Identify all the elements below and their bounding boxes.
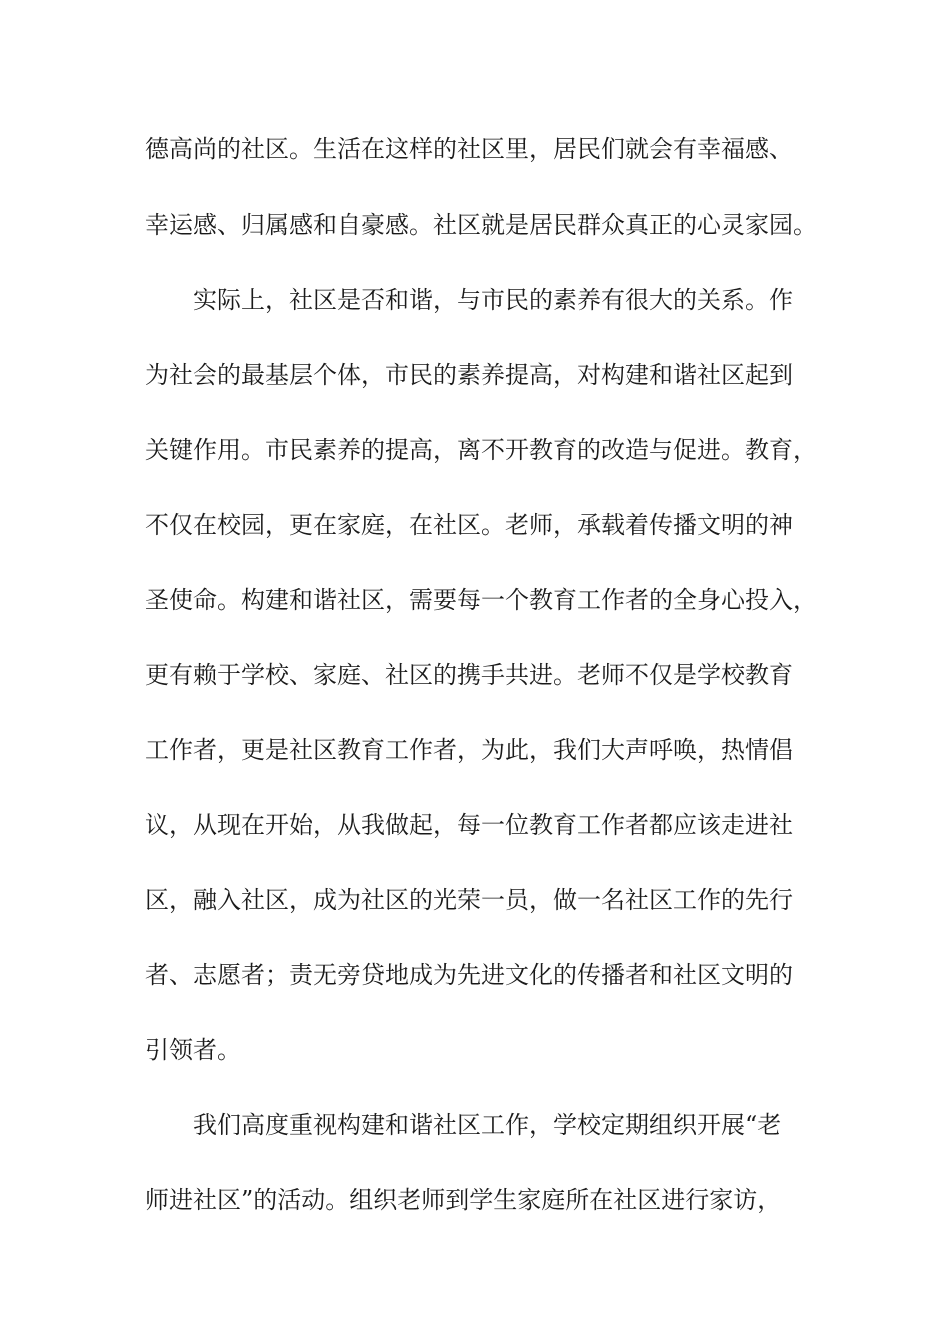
text-line-4: 为社会的最基层个体，市民的素养提高，对构建和谐社区起到 — [145, 361, 793, 389]
text-line-8: 更有赖于学校、家庭、社区的携手共进。老师不仅是学校教育 — [145, 661, 793, 689]
text-line-11: 区，融入社区，成为社区的光荣一员，做一名社区工作的先行 — [145, 886, 793, 914]
paragraph-start-line-14: 我们高度重视构建和谐社区工作，学校定期组织开展“老 — [193, 1111, 782, 1139]
text-line-9: 工作者，更是社区教育工作者，为此，我们大声呼唤，热情倡 — [145, 736, 793, 764]
paragraph-start-line-3: 实际上，社区是否和谐，与市民的素养有很大的关系。作 — [193, 286, 793, 314]
text-line-13: 引领者。 — [145, 1036, 241, 1064]
text-line-10: 议，从现在开始，从我做起，每一位教育工作者都应该走进社 — [145, 811, 793, 839]
text-line-5: 关键作用。市民素养的提高，离不开教育的改造与促进。教育， — [145, 436, 817, 464]
text-line-12: 者、志愿者；责无旁贷地成为先进文化的传播者和社区文明的 — [145, 961, 793, 989]
text-line-15: 师进社区”的活动。组织老师到学生家庭所在社区进行家访， — [145, 1186, 782, 1214]
text-line-6: 不仅在校园，更在家庭，在社区。老师，承载着传播文明的神 — [145, 511, 793, 539]
text-line-2: 幸运感、归属感和自豪感。社区就是居民群众真正的心灵家园。 — [145, 211, 817, 239]
text-line-1: 德高尚的社区。生活在这样的社区里，居民们就会有幸福感、 — [145, 135, 793, 163]
text-line-7: 圣使命。构建和谐社区，需要每一个教育工作者的全身心投入， — [145, 586, 817, 614]
